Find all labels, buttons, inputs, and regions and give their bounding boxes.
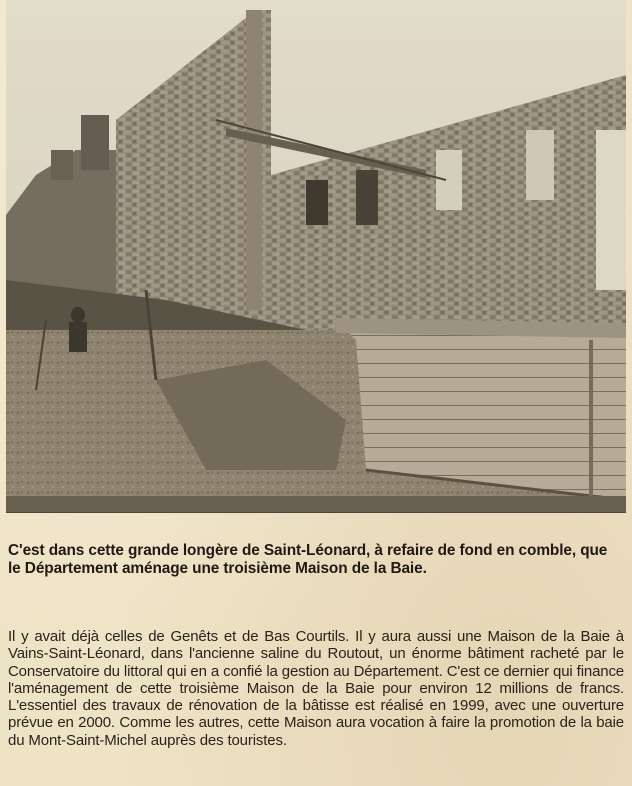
article-photo [6,0,626,513]
article-body: Il y avait déjà celles de Genêts et de Bas Courtils. Il y aura aussi une Maison de la Baie à Vains-Saint-Léonard, dans l'ancienne saline du Routout, un énorme bâtiment racheté par le Conservatoire du littoral qui en a confié la gestion au Département. C'est ce dernier qui finance l'aménagement de cette troisième Maison de la Baie pour environ 12 millions de francs. L'essentiel des travaux de rénovation de la bâtisse est réalisé en 1999, avec une ouverture prévue en 2000. Comme les autres, cette Maison aura vocation à faire la promotion de la baie du Mont-Saint-Michel auprès des touristes. [8,628,624,749]
photo-caption: C'est dans cette grande longère de Saint-Léonard, à refaire de fond en comble, que le Département aménage une troisième Maison de la Baie. [8,542,608,577]
photo-stone-longhouse-under-renovation [6,0,626,512]
